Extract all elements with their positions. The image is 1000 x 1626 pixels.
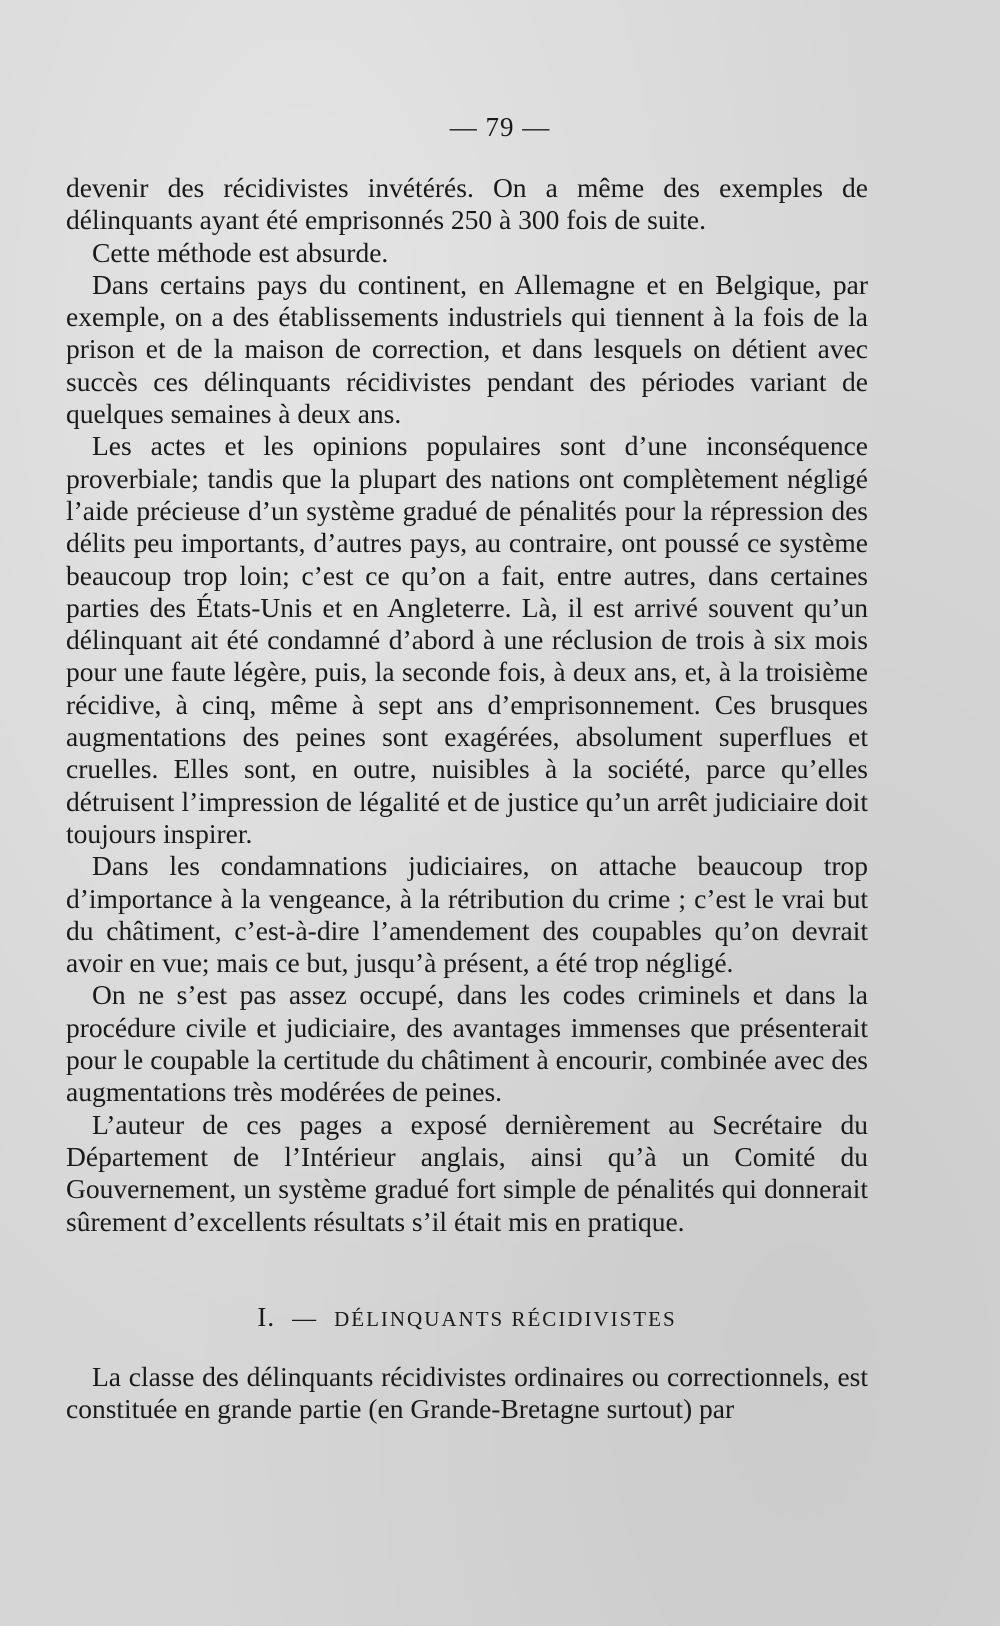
section-heading [66,1302,868,1333]
page-number: — 79 — [449,112,551,142]
paragraph: Les actes et les opinions populaires sont d’une inconséquence proverbiale; tandis que la plupart des nations ont complètement négligé l’aide précieuse d’un système gradué de pénalités pour la répression des délits peu importants, d’autres pays, au contraire, ont poussé ce système beaucoup trop loin; c’est ce qu’on a fait, entre autres, dans certaines parties des États-Unis et en Angleterre. Là, il est arrivé souvent qu’un délinquant ait été condamné d’abord à une réclusion de trois à six mois pour une faute légère, puis, la seconde fois, à deux ans, et, à la troisième récidive, à cinq, même à sept ans d’emprisonnement. Ces brusques augmentations des peines sont exagérées, absolument superflues et cruelles. Elles sont, en outre, nuisibles à la société, parce qu’elles détruisent l’impression de légalité et de justice qu’un arrêt judiciaire doit toujours inspirer. [66,430,868,849]
paragraph: La classe des délinquants récidivistes ordinaires ou correctionnels, est constituée en grande partie (en Grande-Bretagne surtout) par [66,1360,868,1425]
paragraph: Dans les condamnations judiciaires, on attache beaucoup trop d’importance à la vengeance, à la rétribution du crime ; c’est le vrai but du châtiment, c’est-à-dire l’amendement des coupables qu’on devrait avoir en vue; mais ce but, jusqu’à présent, a été trop négligé. [66,850,868,979]
paragraph: Cette méthode est absurde. [92,236,389,268]
section-dash: — [292,1305,318,1332]
section-number: I. [257,1301,276,1332]
page-body [66,172,868,1425]
paragraph: L’auteur de ces pages a exposé dernièrement au Secrétaire du Département de l’Intérieur anglais, ainsi qu’à un Comité du Gouvernement, un système gradué fort simple de pénalités qui donnerait sûrement d’excellents résultats s’il était mis en pratique. [66,1108,868,1237]
paragraph: On ne s’est pas assez occupé, dans les codes criminels et dans la procédure civile et judiciaire, des avantages immenses que présenterait pour le coupable la certitude du châtiment à encourir, combinée avec des augmentations très modérées de peines. [66,979,868,1108]
paragraph: devenir des récidivistes invétérés. On a même des exemples de délinquants ayant été emprisonnés 250 à 300 fois de suite. [66,172,868,236]
section-title: DÉLINQUANTS RÉCIDIVISTES [334,1306,677,1331]
paragraph: Dans certains pays du continent, en Allemagne et en Belgique, par exemple, on a des établissements industriels qui tiennent à la fois de la prison et de la maison de correction, et dans lesquels on détient avec succès ces délinquants récidivistes pendant des périodes variant de quelques semaines à deux ans. [66,268,868,430]
